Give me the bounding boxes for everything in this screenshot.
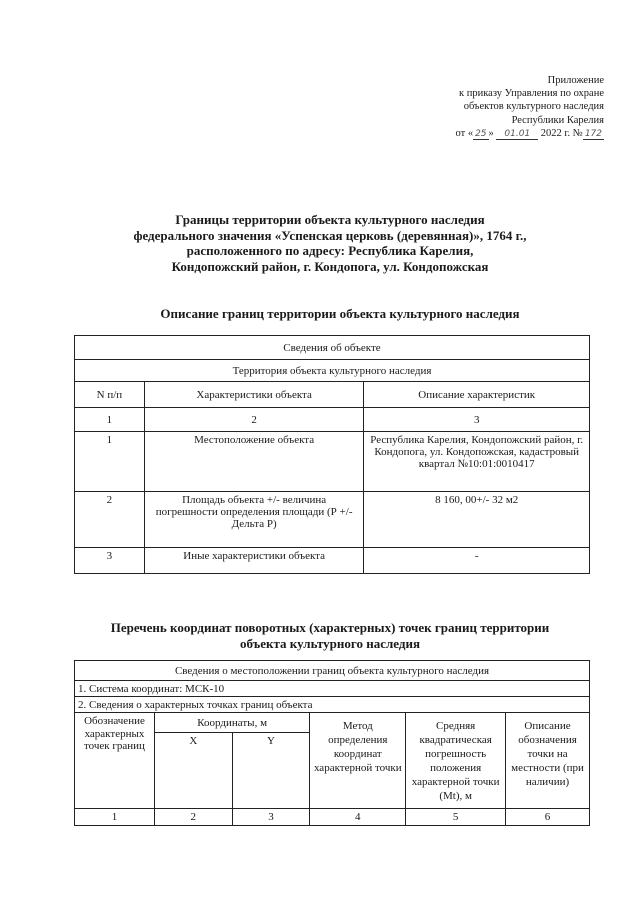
table2-colnum-4: 4 [310,809,406,826]
col-description: Описание обозначения точки на местности (при наличии) [506,713,590,809]
col-method: Метод определения координат характерной точки [310,713,406,809]
section2-title-line-1: Перечень координат поворотных (характерных) точек границ территории [110,620,550,635]
object-info-table [74,335,590,574]
col-x: X [154,733,232,809]
row1-number: 1 [75,432,145,492]
row2-name: Площадь объекта +/- величина погрешности определения площади (Р +/- Дельта Р) [144,492,364,548]
document-title [100,212,560,274]
appendix-org-line: объектов культурного наследия [463,101,604,113]
coordinates-table [74,660,590,826]
order-number-handwritten: 172 [584,128,602,139]
table1-colnum-3: 3 [364,408,590,432]
table-row [75,548,590,574]
table1-col-characteristics: Характеристики объекта [144,382,364,408]
date-month-handwritten: 01.01 [496,129,538,140]
appendix-label: Приложение [547,75,604,86]
row3-name: Иные характеристики объекта [144,548,364,574]
table2-colnum-1: 1 [75,809,155,826]
coordinate-system-row [75,681,590,697]
section2-title [80,620,580,651]
appendix-date-line [456,127,605,141]
coordinate-system-label: 1. Система координат: [78,682,183,695]
table-row [75,432,590,492]
date-prefix: от « [455,127,474,139]
col-y: Y [232,733,310,809]
appendix-order-ref: к приказу Управления по охране [459,88,604,100]
col-error: Средняя квадратическая погрешность положения характерной точки (Mt), м [406,713,506,809]
table2-colnum-6: 6 [506,809,590,826]
appendix-region-line: Республики Карелия [511,114,604,126]
table1-header-territory: Территория объекта культурного наследия [75,360,590,382]
points-header: 2. Сведения о характерных точках границ объекта [75,697,590,713]
coordinate-system-value: МСК-10 [185,682,225,695]
row3-desc: - [364,548,590,574]
table2-colnum-2: 2 [154,809,232,826]
table2-header: Сведения о местоположении границ объекта культурного наследия [75,661,590,681]
appendix-block [456,74,605,141]
table2-colnum-3: 3 [232,809,310,826]
row2-desc: 8 160, 00+/- 32 м2 [364,492,590,548]
title-line-3: расположенного по адресу: Республика Карелия, [186,243,474,258]
table1-col-number: N п/п [75,382,145,408]
title-line-1: Границы территории объекта культурного наследия [175,212,485,227]
section2-title-line-2: объекта культурного наследия [240,635,420,651]
row1-desc: Республика Карелия, Кондопожский район, г. Кондопога, ул. Кондопожская, кадастровый квартал №10:01:0010417 [364,432,590,492]
col-coordinates: Координаты, м [154,713,309,733]
date-suffix: 2022 г. № [540,127,583,139]
table-row [75,492,590,548]
title-line-2: федерального значения «Успенская церковь (деревянная)», 1764 г., [133,227,527,243]
date-day-handwritten: 25 [475,128,487,139]
row3-number: 3 [75,548,145,574]
row2-number: 2 [75,492,145,548]
title-line-4: Кондопожский район, г. Кондопога, ул. Кондопожская [171,258,489,274]
table1-col-description: Описание характеристик [364,382,590,408]
table1-colnum-2: 2 [144,408,364,432]
row1-name: Местоположение объекта [144,432,364,492]
table2-colnum-5: 5 [406,809,506,826]
table1-colnum-1: 1 [75,408,145,432]
section1-title: Описание границ территории объекта культурного наследия [160,306,520,321]
table1-header-object-info: Сведения об объекте [75,336,590,360]
date-sep: » [488,127,494,139]
col-designation: Обозначение характерных точек границ [75,713,155,809]
